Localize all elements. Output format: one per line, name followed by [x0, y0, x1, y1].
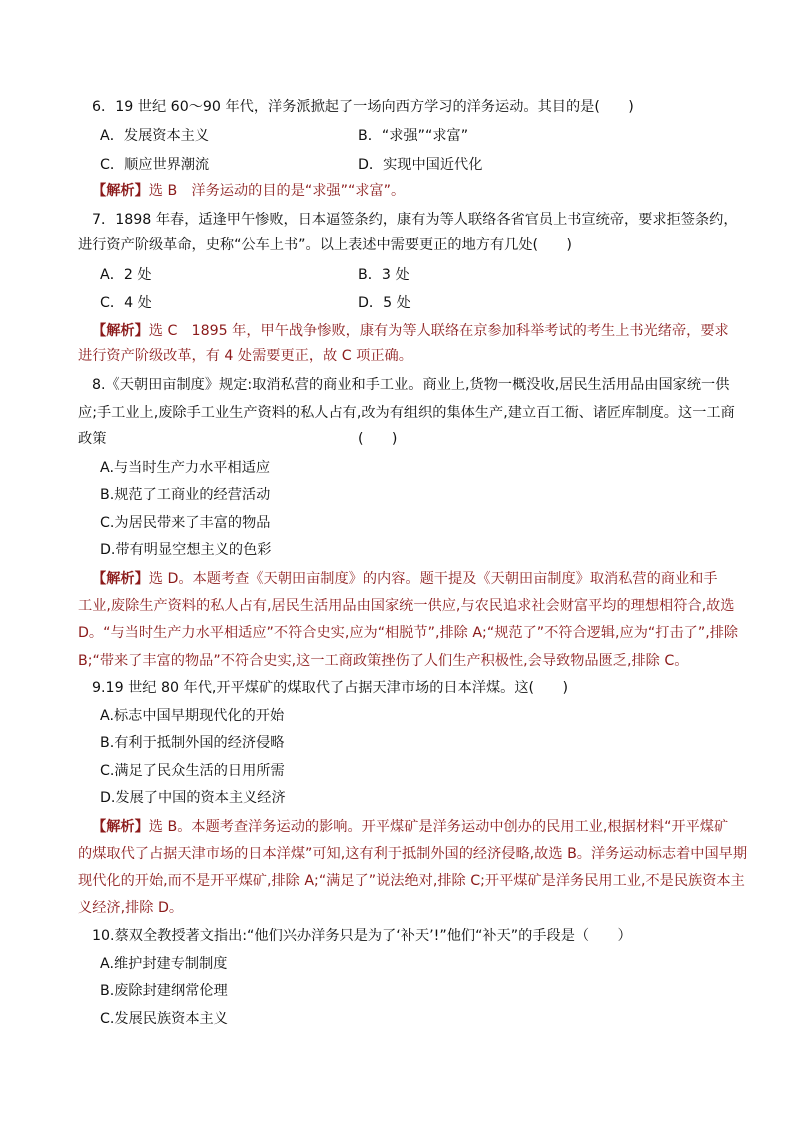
q8-option-d: D.带有明显空想主义的色彩 — [100, 542, 272, 558]
q7-stem-line1: 7．1898 年春，适逢甲午惨败，日本逼签条约，康有为等人联络各省官员上书宣统帝，要求拒签条约， — [92, 212, 738, 228]
q7-option-d: D．5 处 — [358, 295, 411, 311]
q8-option-a: A.与当时生产力水平相适应 — [100, 460, 271, 476]
q9-stem: 9.19 世纪 80 年代,开平煤矿的煤取代了占据天津市场的日本洋煤。这( ) — [92, 680, 569, 696]
q10-option-a: A.维护封建专制制度 — [100, 956, 228, 972]
q7-stem-line2: 进行资产阶级革命，史称“公车上书”。以上表述中需要更正的地方有几处( ) — [78, 237, 572, 253]
q8-answer-blank: ( ) — [358, 431, 398, 447]
q8-analysis-line3: D。“与当时生产力水平相适应”不符合史实,应为“相脱节”,排除 A;“规范了”不符合逻辑,应为“打击了”,排除 — [78, 625, 739, 641]
q8-analysis-line4: B;“带来了丰富的物品”不符合史实,这一工商政策挫伤了人们生产积极性,会导致物品匮乏,排除 C。 — [78, 653, 689, 669]
q8-option-c: C.为居民带来了丰富的物品 — [100, 515, 271, 531]
q8-stem-line2: 应;手工业上,废除手工业生产资料的私人占有,改为有组织的集体生产,建立百工衙、诸匠库制度。这一工商 — [78, 405, 735, 421]
q9-analysis-line3: 现代化的开始,而不是开平煤矿,排除 A;“满足了”说法绝对,排除 C;开平煤矿是洋务民用工业,不是民族资本主 — [78, 873, 745, 889]
q7-analysis-line2: 进行资产阶级改革，有 4 处需要更正，故 C 项正确。 — [78, 348, 413, 364]
q10-option-b: B.废除封建纲常伦理 — [100, 983, 228, 999]
q9-option-a: A.标志中国早期现代化的开始 — [100, 708, 285, 724]
q8-option-b: B.规范了工商业的经营活动 — [100, 487, 271, 503]
analysis-tag: 【解析】 — [92, 183, 149, 199]
q9-option-b: B.有利于抵制外国的经济侵略 — [100, 735, 285, 751]
q6-option-a: A．发展资本主义 — [100, 128, 210, 144]
q7-analysis-text: 选 C 1895 年，甲午战争惨败，康有为等人联络在京参加科举考试的考生上书光绪帝，要求 — [148, 323, 729, 339]
q8-analysis-line1 — [92, 569, 718, 589]
q9-option-d: D.发展了中国的资本主义经济 — [100, 790, 286, 806]
q8-analysis-line2: 工业,废除生产资料的私人占有,居民生活用品由国家统一供应,与农民追求社会财富平均的理想相符合,故选 — [78, 598, 735, 614]
q6-analysis — [92, 181, 405, 201]
analysis-tag: 【解析】 — [92, 323, 149, 339]
q9-analysis-line4: 义经济,排除 D。 — [78, 900, 184, 916]
q6-analysis-text: 选 B 洋务运动的目的是“求强”“求富”。 — [148, 183, 406, 199]
q8-stem-line1: 8.《天朝田亩制度》规定:取消私营的商业和手工业。商业上,货物一概没收,居民生活用品由国家统一供 — [92, 377, 730, 393]
q9-analysis-line1 — [92, 817, 728, 837]
q6-option-d: D．实现中国近代化 — [358, 157, 483, 173]
q8-stem-line3: 政策 — [78, 431, 107, 447]
analysis-tag: 【解析】 — [92, 571, 149, 587]
q7-option-b: B．3 处 — [358, 267, 410, 283]
q7-option-c: C．4 处 — [100, 295, 152, 311]
analysis-tag: 【解析】 — [92, 819, 149, 835]
q7-analysis-line1 — [92, 321, 729, 341]
q10-option-c: C.发展民族资本主义 — [100, 1011, 228, 1027]
q6-option-b: B．“求强”“求富” — [358, 128, 469, 144]
q7-option-a: A．2 处 — [100, 267, 152, 283]
q9-option-c: C.满足了民众生活的日用所需 — [100, 763, 285, 779]
q6-stem: 6．19 世纪 60～90 年代，洋务派掀起了一场向西方学习的洋务运动。其目的是( ) — [92, 99, 634, 115]
q9-analysis-line2: 的煤取代了占据天津市场的日本洋煤”可知,这有利于抵制外国的经济侵略,故选 B。洋务运动标志着中国早期 — [78, 846, 748, 862]
q10-stem: 10.蔡双全教授著文指出:“他们兴办洋务只是为了‘补天’!”他们“补天”的手段是（ ） — [92, 928, 632, 944]
q6-option-c: C．顺应世界潮流 — [100, 157, 210, 173]
q9-analysis-text: 选 B。本题考查洋务运动的影响。开平煤矿是洋务运动中创办的民用工业,根据材料“开平煤矿 — [148, 819, 729, 835]
q8-analysis-text: 选 D。本题考查《天朝田亩制度》的内容。题干提及《天朝田亩制度》取消私营的商业和手 — [148, 571, 718, 587]
